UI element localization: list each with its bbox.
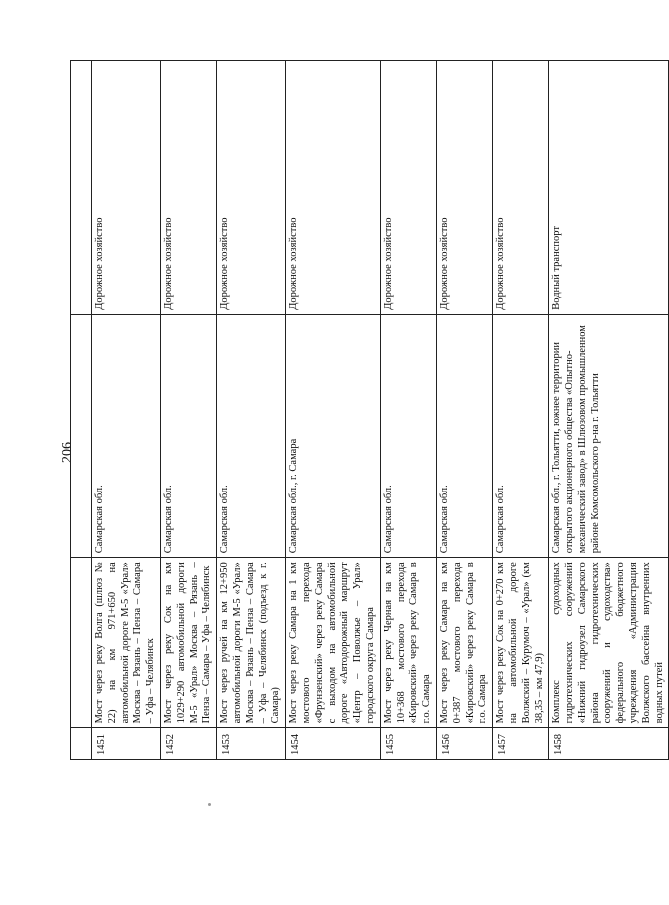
row-number: 1451 (92, 728, 161, 760)
row-number: 1458 (549, 728, 669, 760)
object-industry: Дорожное хозяйство (436, 61, 492, 315)
table-row (493, 61, 549, 760)
table-header-row (71, 61, 92, 760)
table-row (380, 61, 436, 760)
object-industry: Дорожное хозяйство (380, 61, 436, 315)
object-industry: Водный транспорт (549, 61, 669, 315)
object-name: Мост через реку Волга (шлюз № 22) на км 971+650 на автомобильной дороге М-5 «Урал» Москва – Рязань – Пенза – Самара – Уфа – Челябинск (92, 558, 161, 728)
table-row (549, 61, 669, 760)
row-number: 1452 (160, 728, 216, 760)
scan-speck (208, 803, 211, 806)
table-row (286, 61, 381, 760)
object-name: Мост через реку Сок на км 1029+290 автомобильной дороги М-5 «Урал» Москва – Рязань – Пенза – Самара – Уфа – Челябинск (160, 558, 216, 728)
object-industry: Дорожное хозяйство (160, 61, 216, 315)
object-industry: Дорожное хозяйство (493, 61, 549, 315)
object-location: Самарская обл. (160, 314, 216, 558)
object-location: Самарская обл. (493, 314, 549, 558)
header-cell-industry (71, 61, 92, 315)
object-location: Самарская обл. (217, 314, 286, 558)
object-name: Мост через реку Самара на 1 км мостового перехода «Фрунзенский» через реку Самара с выходом на автомобильной дороге «Автодорожный маршрут «Центр – Поволжье – Урал» городского округа Самара (286, 558, 381, 728)
object-industry: Дорожное хозяйство (286, 61, 381, 315)
row-number: 1453 (217, 728, 286, 760)
table-row (436, 61, 492, 760)
object-industry: Дорожное хозяйство (217, 61, 286, 315)
object-name: Мост через реку Самара на км 0+387 мостового перехода «Кировский» через реку Самара в г.о. Самара (436, 558, 492, 728)
registry-table (70, 60, 669, 760)
object-name: Мост через реку Черная на км 10+368 мостового перехода «Кировский» через реку Самара в г.о. Самара (380, 558, 436, 728)
page-number: 206 (60, 442, 75, 463)
table-row (160, 61, 216, 760)
table-row (217, 61, 286, 760)
object-location: Самарская обл. (92, 314, 161, 558)
row-number: 1456 (436, 728, 492, 760)
object-name: Мост через ручей на км 12+950 автомобильной дороги М-5 «Урал» Москва – Рязань – Пенза – Самара – Уфа – Челябинск (подъезд к г. Самара) (217, 558, 286, 728)
row-number: 1457 (493, 728, 549, 760)
object-location: Самарская обл., г. Тольятти, южнее территории открытого акционерного общества «Опытно-механический завод» в Шлюзовом промышленном районе Комсомольского р-на г. Тольятти (549, 314, 669, 558)
object-location: Самарская обл. (380, 314, 436, 558)
object-name: Мост через реку Сок на 0+270 км на автомобильной дороге Волжский – Курумоч – «Урал» (км 38,35 – км 47,9) (493, 558, 549, 728)
header-cell-name (71, 558, 92, 728)
header-cell-location (71, 314, 92, 558)
object-industry: Дорожное хозяйство (92, 61, 161, 315)
row-number: 1454 (286, 728, 381, 760)
object-name: Комплекс судоходных гидротехнических сооружений «Нижний гидроузел Самарского района гидротехнических сооружений и судоходства» федерального бюджетного учреждения «Администрация Волжского бассейна внутренних водных путей (549, 558, 669, 728)
object-location: Самарская обл., г. Самара (286, 314, 381, 558)
object-location: Самарская обл. (436, 314, 492, 558)
row-number: 1455 (380, 728, 436, 760)
header-cell-num (71, 728, 92, 760)
table-row (92, 61, 161, 760)
